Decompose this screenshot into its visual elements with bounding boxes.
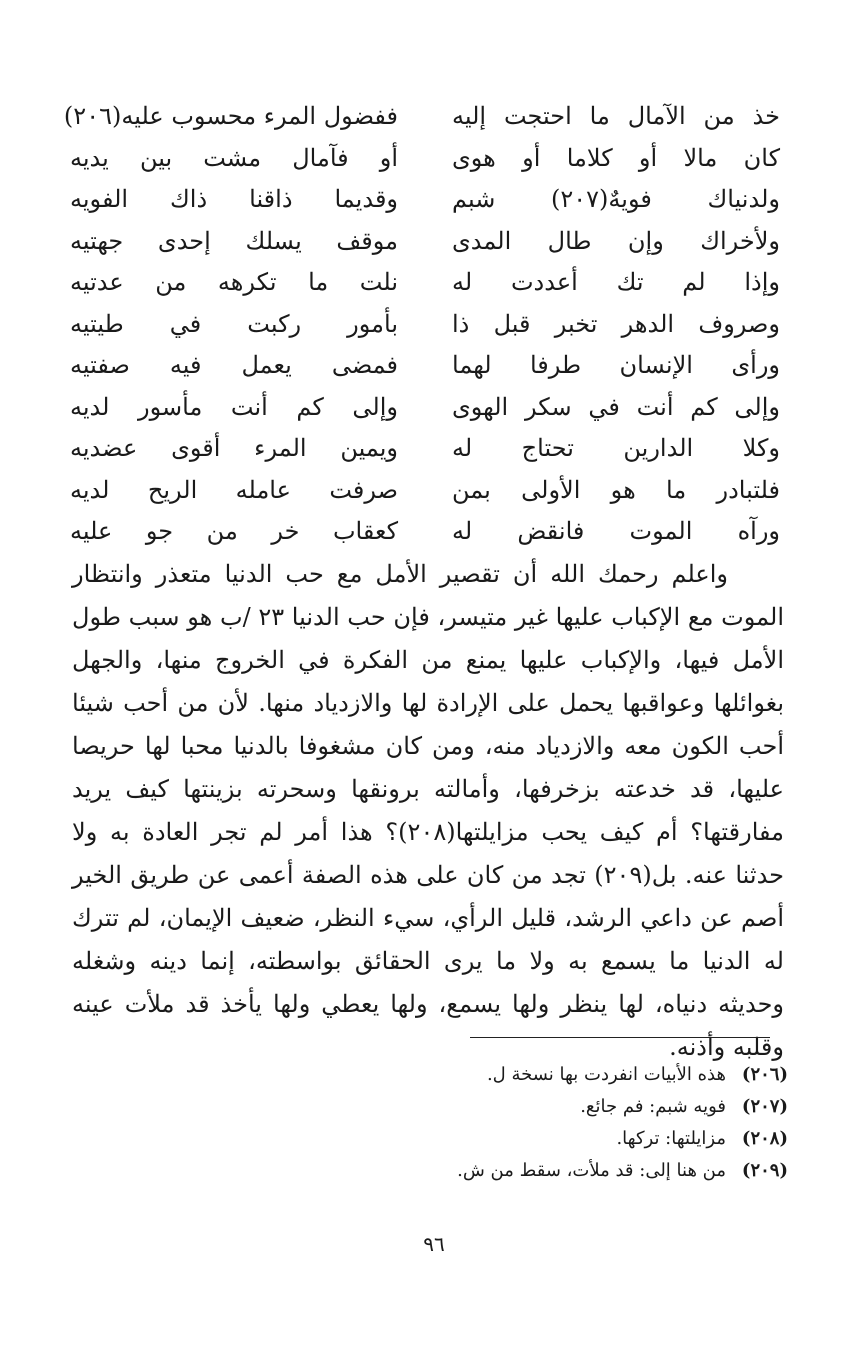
first-hemistich: خذ من الآمال ما احتجت إليه: [452, 102, 780, 131]
first-hemistich: وإلى كم أنت في سكر الهوى: [452, 392, 780, 421]
verse: [70, 138, 780, 180]
verse: [70, 470, 780, 512]
verse: [70, 511, 780, 553]
verse: [70, 387, 780, 429]
verse: [70, 304, 780, 346]
second-hemistich: ففضول المرء محسوب عليه(٢٠٦): [63, 102, 398, 131]
verse: [70, 221, 780, 263]
footnote-text: فويه شبم: فم جائع.: [580, 1095, 726, 1117]
first-hemistich: ولدنياك فويهٌ(٢٠٧) شبم: [452, 185, 780, 214]
verse: [70, 179, 780, 221]
first-hemistich: فلتبادر ما هو الأولى بمن: [452, 475, 780, 504]
footnote: [300, 1090, 788, 1122]
footnote-text: من هنا إلى: قد ملأت، سقط من ش.: [457, 1159, 726, 1181]
second-hemistich: فمضى يعمل فيه صفتيه: [70, 351, 398, 380]
footnotes: [300, 1058, 788, 1186]
first-hemistich: ورآه الموت فانقض له: [452, 517, 780, 546]
second-hemistich: أو فآمال مشت بين يديه: [70, 143, 398, 172]
verse: [70, 262, 780, 304]
footnote-number: (٢٠٨): [741, 1127, 788, 1149]
prose-body: [72, 553, 784, 1069]
footnote-text: مزايلتها: تركها.: [616, 1127, 726, 1149]
verse: [63, 96, 780, 138]
second-hemistich: صرفت عامله الريح لديه: [70, 475, 398, 504]
first-hemistich: ورأى الإنسان طرفا لهما: [452, 351, 780, 380]
footnote: [300, 1058, 788, 1090]
second-hemistich: وإلى كم أنت مأسور لديه: [70, 392, 398, 421]
second-hemistich: ويمين المرء أقوى عضديه: [70, 434, 398, 463]
second-hemistich: كعقاب خر من جو عليه: [70, 517, 398, 546]
first-hemistich: وإذا لم تك أعددت له: [452, 268, 780, 297]
footnote: [300, 1154, 788, 1186]
prose-paragraph: واعلم رحمك الله أن تقصير الأمل مع حب الدنيا متعذر وانتظار الموت مع الإكباب عليها غير متيسر، فإن حب الدنيا ٢٣ /ب هو سبب طول الأمل فيها، والإكباب عليها يمنع من الفكرة في الخروج منها، والجهل بغوائلها وعواقبها يحمل على الإرادة لها والازدياد منها. لأن من أحب شيئا أحب الكون معه والازدياد منه، ومن كان مشغوفا بالدنيا محبا لها حريصا عليها، قد خدعته بزخرفها، وأمالته برونقها وسحرته بزينتها كيف يريد مفارقتها؟ أم كيف يحب مزايلتها(٢٠٨)؟ هذا أمر لم تجر العادة به ولا حدثنا عنه. بل(٢٠٩) تجد من كان على هذه الصفة أعمى عن طريق الخير أصم عن داعي الرشد، قليل الرأي، سيء النظر، ضعيف الإيمان، لم تترك له الدنيا ما يسمع به ولا ما يرى الحقائق بواسطته، إنما دينه وشغله وحديثه دنياه، لها ينظر ولها يسمع، ولها يعطي ولها يأخذ قد ملأت عينه وقلبه وأذنه.: [72, 560, 785, 1061]
footnote-number: (٢٠٩): [741, 1159, 788, 1181]
second-hemistich: وقديما ذاقنا ذاك الفويه: [70, 185, 398, 214]
verse: [70, 428, 780, 470]
first-hemistich: كان مالا أو كلاما أو هوى: [452, 143, 780, 172]
footnote: [300, 1122, 788, 1154]
footnote-number: (٢٠٧): [741, 1095, 788, 1117]
second-hemistich: بأمور ركبت في طيتيه: [70, 309, 398, 338]
first-hemistich: وصروف الدهر تخبر قبل ذا: [452, 309, 780, 338]
first-hemistich: ولأخراك وإن طال المدى: [452, 226, 780, 255]
verse: [70, 345, 780, 387]
first-hemistich: وكلا الدارين تحتاج له: [452, 434, 780, 463]
footnote-text: هذه الأبيات انفردت بها نسخة ل.: [486, 1063, 726, 1085]
second-hemistich: موقف يسلك إحدى جهتيه: [70, 226, 398, 255]
second-hemistich: نلت ما تكرهه من عدتيه: [70, 268, 398, 297]
page-number: ٩٦: [423, 1232, 445, 1256]
footnote-divider: [470, 1037, 770, 1038]
poem: [63, 96, 780, 553]
footnote-number: (٢٠٦): [741, 1063, 788, 1085]
